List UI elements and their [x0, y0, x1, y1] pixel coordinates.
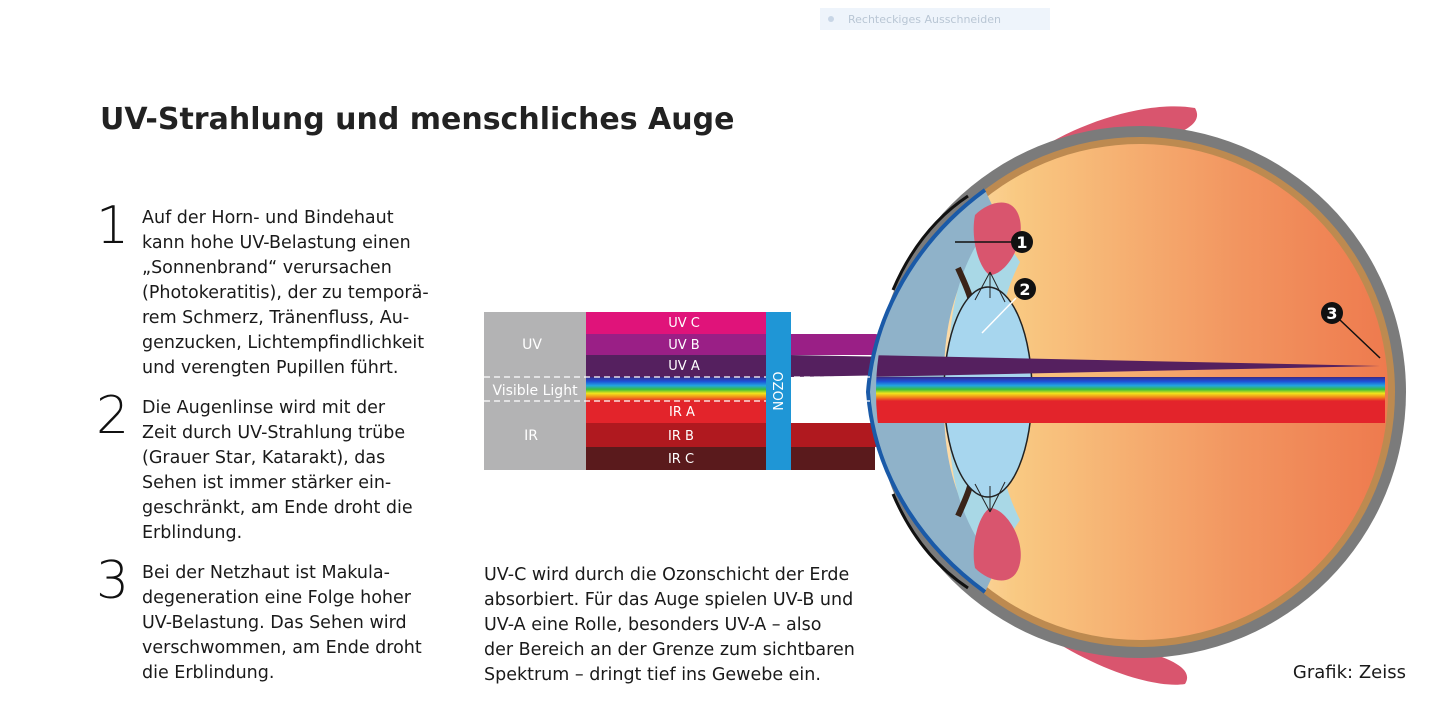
- page-title: UV-Strahlung und menschliches Auge: [100, 102, 735, 137]
- visible-light-side-label: Visible Light: [492, 383, 578, 399]
- ir-side-label: IR: [524, 428, 538, 444]
- item-number: 3: [96, 551, 130, 611]
- ozone-layer: [766, 312, 791, 470]
- snip-mode-label: Rechteckiges Ausschneiden: [848, 12, 1001, 26]
- band-visible: [586, 377, 766, 401]
- ozone-label: OZON: [769, 371, 784, 411]
- marker-3-label: 3: [1326, 304, 1338, 323]
- band-label-uvc: UV C: [668, 316, 700, 331]
- uv-side-label: UV: [522, 337, 542, 353]
- marker-1-label: 1: [1016, 233, 1028, 252]
- marker-2-label: 2: [1019, 280, 1031, 299]
- band-label-irc: IR C: [667, 452, 695, 467]
- irc-ray-stub: [790, 447, 875, 470]
- item-number: 2: [96, 386, 130, 446]
- diagram-caption: UV-C wird durch die Ozonschicht der Erde absorbiert. Für das Auge spielen UV-B und UV-A eine Rolle, besonders UV-A – also der Bereich an der Grenze zum sichtbaren Spektrum – dringt tief ins Gewebe ein.: [484, 565, 855, 685]
- band-label-uvb: UV B: [668, 338, 700, 353]
- spectrum-side-labels: [484, 312, 586, 470]
- graphic-credit: Grafik: Zeiss: [1292, 662, 1406, 683]
- band-label-irb: IR B: [668, 429, 694, 444]
- item-text: Bei der Netzhaut ist Makula- degeneration eine Folge hoher UV-Belastung. Das Sehen wird verschwommen, am Ende droht die Erblindung.: [142, 563, 422, 683]
- band-label-uva: UV A: [668, 359, 700, 374]
- eye-illustration: [865, 106, 1406, 684]
- item-number: 1: [96, 196, 130, 256]
- band-label-ira: IR A: [669, 405, 695, 420]
- item-text: Auf der Horn- und Bindehaut kann hohe UV-Belastung einen „Sonnenbrand“ verursachen (Photokeratitis), der zu temporä- rem Schmerz, Tränenfluss, Au- genzucken, Lichtempfindlichkeit und verengten Pupillen führt.: [142, 208, 429, 378]
- item-text: Die Augenlinse wird mit der Zeit durch UV-Strahlung trübe (Grauer Star, Katarakt), das Sehen ist immer stärker ein- geschränkt, am Ende droht die Erblindung.: [142, 398, 413, 543]
- ira-ray-inside: [865, 401, 1385, 423]
- spectrum-bands: [586, 312, 766, 470]
- visible-ray-inside: [865, 377, 1385, 401]
